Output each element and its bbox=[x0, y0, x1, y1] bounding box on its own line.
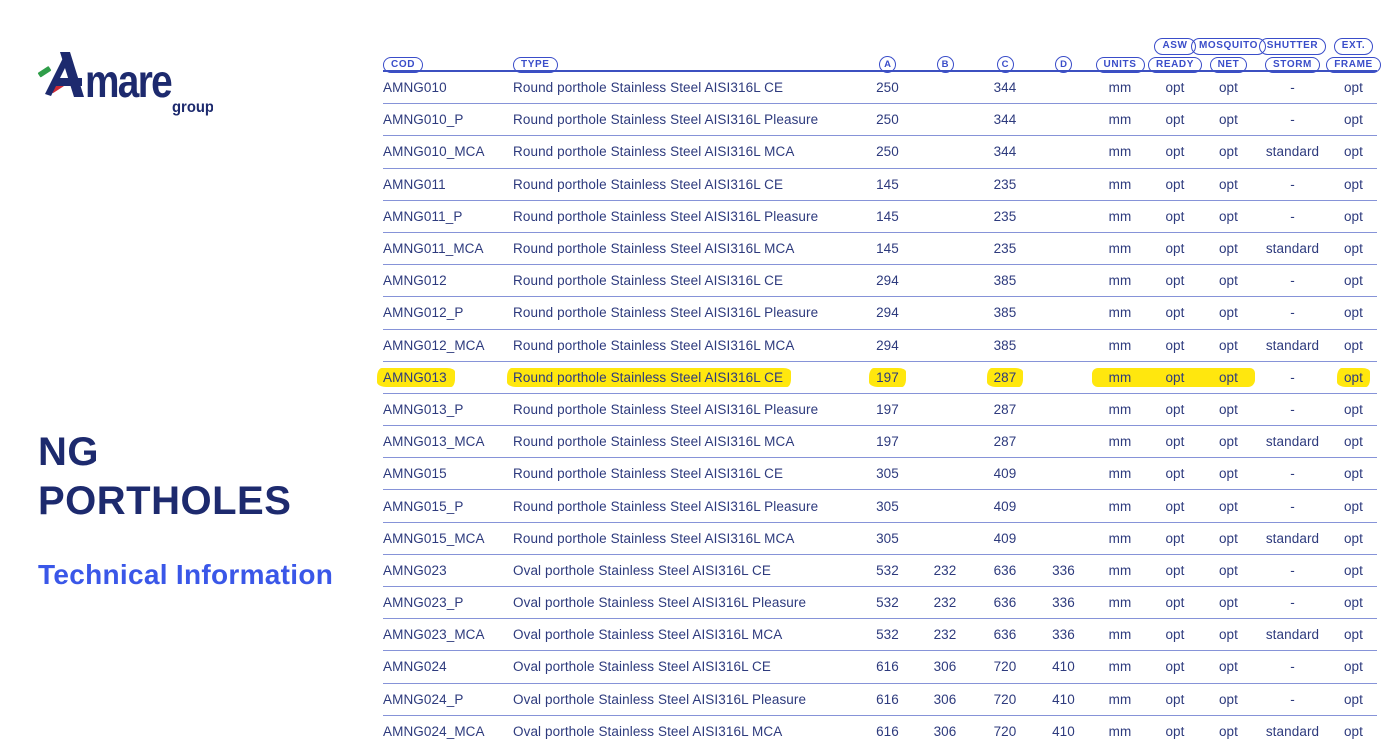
mosquito-badge: MOSQUITO bbox=[1191, 38, 1266, 55]
cell-b bbox=[915, 265, 975, 296]
cell-units: mm bbox=[1092, 362, 1148, 393]
column-header-b bbox=[915, 56, 975, 73]
cell-mosquito: opt bbox=[1218, 144, 1239, 160]
column-header-shutter-storm bbox=[1255, 38, 1330, 73]
cell-cod: AMNG012_P bbox=[383, 305, 464, 321]
cell-shutter: standard bbox=[1265, 337, 1320, 353]
cell-ext: opt bbox=[1343, 434, 1364, 450]
cell-a: 616 bbox=[876, 659, 899, 675]
cell-b bbox=[915, 330, 975, 361]
cell-mosquito: opt bbox=[1218, 80, 1239, 96]
cell-cod: AMNG015 bbox=[383, 466, 447, 482]
cell-cod: AMNG013_MCA bbox=[383, 434, 485, 450]
cell-type: Round porthole Stainless Steel AISI316L CE bbox=[513, 273, 784, 289]
cell-asw: opt bbox=[1165, 498, 1185, 514]
type-badge: TYPE bbox=[513, 57, 558, 74]
cell-ext: opt bbox=[1343, 112, 1364, 128]
cell-mosquito: opt bbox=[1218, 337, 1239, 353]
storm-badge: STORM bbox=[1265, 57, 1320, 74]
table-body bbox=[383, 72, 1377, 748]
cell-c: 409 bbox=[993, 466, 1017, 482]
cell-asw: opt bbox=[1165, 273, 1185, 289]
table-row bbox=[383, 490, 1377, 522]
cell-ext: opt bbox=[1343, 691, 1364, 707]
page-title-line2: PORTHOLES bbox=[38, 479, 292, 523]
cell-asw: opt bbox=[1148, 362, 1202, 393]
page-subtitle: Technical Information bbox=[38, 559, 334, 590]
column-header-type bbox=[513, 57, 860, 74]
cell-mosquito: opt bbox=[1218, 305, 1239, 321]
portholes-spec-table bbox=[383, 38, 1377, 748]
table-row bbox=[383, 104, 1377, 136]
cell-a: 532 bbox=[876, 627, 899, 643]
cell-type: Oval porthole Stainless Steel AISI316L CE bbox=[513, 562, 771, 578]
cell-b: 232 bbox=[933, 595, 957, 611]
cell-b: 306 bbox=[933, 691, 957, 707]
cell-d bbox=[1035, 104, 1092, 135]
cell-mosquito: opt bbox=[1218, 659, 1239, 675]
table-row bbox=[383, 458, 1377, 490]
table-header-row bbox=[383, 38, 1377, 72]
cell-units: mm bbox=[1108, 337, 1132, 353]
table-row bbox=[383, 201, 1377, 233]
cell-cod: AMNG015_P bbox=[383, 498, 464, 514]
cell-asw: opt bbox=[1165, 627, 1185, 643]
cell-shutter: - bbox=[1290, 562, 1295, 578]
cell-asw: opt bbox=[1165, 724, 1185, 740]
table-row bbox=[383, 426, 1377, 458]
cell-a: 616 bbox=[876, 691, 899, 707]
cell-ext: opt bbox=[1343, 595, 1364, 611]
cell-mosquito: opt bbox=[1202, 362, 1255, 393]
cell-b: 306 bbox=[933, 724, 957, 740]
ready-badge: READY bbox=[1148, 57, 1202, 74]
cell-b bbox=[915, 394, 975, 425]
table-row bbox=[383, 233, 1377, 265]
cell-c: 636 bbox=[993, 562, 1017, 578]
cell-d bbox=[1035, 426, 1092, 457]
cell-units: mm bbox=[1108, 401, 1132, 417]
cell-asw: opt bbox=[1165, 401, 1185, 417]
cell-cod: AMNG010_MCA bbox=[383, 144, 485, 160]
cell-units: mm bbox=[1108, 112, 1132, 128]
cell-c: 409 bbox=[993, 498, 1017, 514]
cell-mosquito: opt bbox=[1218, 208, 1239, 224]
cell-b bbox=[915, 104, 975, 135]
cell-mosquito: opt bbox=[1218, 112, 1239, 128]
cell-c: 344 bbox=[993, 112, 1017, 128]
cell-b: 306 bbox=[933, 659, 957, 675]
cell-ext: opt bbox=[1343, 530, 1364, 546]
cell-units: mm bbox=[1108, 208, 1132, 224]
cell-shutter: standard bbox=[1265, 241, 1320, 257]
cell-d bbox=[1035, 490, 1092, 521]
cell-units: mm bbox=[1108, 724, 1132, 740]
cell-c: 344 bbox=[993, 144, 1017, 160]
cell-a: 197 bbox=[860, 362, 915, 393]
cell-mosquito: opt bbox=[1218, 562, 1239, 578]
cell-cod: AMNG023_MCA bbox=[383, 627, 485, 643]
cell-b bbox=[915, 458, 975, 489]
cell-shutter: - bbox=[1290, 369, 1295, 385]
cell-ext: opt bbox=[1343, 724, 1364, 740]
cell-mosquito: opt bbox=[1218, 241, 1239, 257]
cell-type: Oval porthole Stainless Steel AISI316L MCA bbox=[513, 724, 783, 740]
amare-logo-graphic bbox=[33, 48, 213, 120]
cell-mosquito: opt bbox=[1218, 530, 1239, 546]
table-row bbox=[383, 136, 1377, 168]
cell-d bbox=[1035, 523, 1092, 554]
cell-d bbox=[1035, 362, 1092, 393]
cell-shutter: standard bbox=[1265, 627, 1320, 643]
cell-asw: opt bbox=[1165, 208, 1185, 224]
cell-d bbox=[1035, 330, 1092, 361]
cell-type: Round porthole Stainless Steel AISI316L MCA bbox=[513, 434, 795, 450]
cell-b bbox=[915, 233, 975, 264]
cell-units: mm bbox=[1108, 627, 1132, 643]
cell-units: mm bbox=[1108, 241, 1132, 257]
cell-mosquito: opt bbox=[1218, 176, 1239, 192]
table-row bbox=[383, 523, 1377, 555]
cell-d: 410 bbox=[1052, 691, 1075, 707]
cell-units: mm bbox=[1108, 562, 1132, 578]
b-badge: B bbox=[937, 56, 954, 73]
cell-c: 720 bbox=[993, 659, 1017, 675]
cell-ext: opt bbox=[1343, 337, 1364, 353]
cell-b bbox=[915, 523, 975, 554]
table-row bbox=[383, 651, 1377, 683]
cell-ext: opt bbox=[1343, 273, 1364, 289]
cell-cod: AMNG023_P bbox=[383, 595, 464, 611]
cell-c: 287 bbox=[993, 401, 1017, 417]
cell-a: 145 bbox=[876, 176, 899, 192]
cell-a: 250 bbox=[876, 80, 899, 96]
cell-ext: opt bbox=[1343, 144, 1364, 160]
cell-a: 305 bbox=[876, 530, 899, 546]
cell-mosquito: opt bbox=[1218, 273, 1239, 289]
cell-shutter: - bbox=[1290, 466, 1295, 482]
cell-shutter: standard bbox=[1265, 434, 1320, 450]
cell-units: mm bbox=[1108, 434, 1132, 450]
cell-type: Oval porthole Stainless Steel AISI316L MCA bbox=[513, 627, 783, 643]
cell-units: mm bbox=[1108, 498, 1132, 514]
cell-type: Round porthole Stainless Steel AISI316L Pleasure bbox=[513, 208, 819, 224]
cell-c: 344 bbox=[993, 80, 1017, 96]
cell-shutter: standard bbox=[1265, 144, 1320, 160]
cell-c: 385 bbox=[993, 305, 1017, 321]
cell-units: mm bbox=[1108, 595, 1132, 611]
cell-units: mm bbox=[1108, 144, 1132, 160]
cell-d: 336 bbox=[1052, 562, 1075, 578]
cell-cod: AMNG011_MCA bbox=[383, 241, 484, 257]
cell-ext: opt bbox=[1343, 401, 1364, 417]
cell-cod: AMNG010_P bbox=[383, 112, 464, 128]
cell-c: 287 bbox=[975, 362, 1035, 393]
column-header-c bbox=[975, 56, 1035, 73]
cell-d bbox=[1035, 136, 1092, 167]
cell-b bbox=[915, 136, 975, 167]
cell-units: mm bbox=[1108, 176, 1132, 192]
cell-type: Round porthole Stainless Steel AISI316L CE bbox=[513, 466, 784, 482]
cell-mosquito: opt bbox=[1218, 466, 1239, 482]
logo-a-crossbar bbox=[55, 78, 82, 86]
a-badge: A bbox=[879, 56, 896, 73]
cell-c: 385 bbox=[993, 273, 1017, 289]
cell-d bbox=[1035, 72, 1092, 103]
ext-badge: EXT. bbox=[1334, 38, 1374, 55]
cell-b bbox=[915, 362, 975, 393]
cell-shutter: standard bbox=[1265, 724, 1320, 740]
cell-b bbox=[915, 297, 975, 328]
cell-mosquito: opt bbox=[1218, 595, 1239, 611]
cell-cod: AMNG010 bbox=[383, 80, 447, 96]
cell-type: Round porthole Stainless Steel AISI316L CE bbox=[513, 362, 860, 393]
table-row bbox=[383, 587, 1377, 619]
cell-units: mm bbox=[1108, 273, 1132, 289]
column-header-cod bbox=[383, 57, 513, 74]
cell-a: 145 bbox=[876, 241, 899, 257]
cell-ext: opt bbox=[1343, 659, 1364, 675]
asw-badge: ASW bbox=[1154, 38, 1195, 55]
cell-a: 250 bbox=[876, 112, 899, 128]
logo-text-mare: mare bbox=[85, 55, 173, 107]
cell-shutter: standard bbox=[1265, 530, 1320, 546]
cell-d: 336 bbox=[1052, 627, 1075, 643]
table-row bbox=[383, 72, 1377, 104]
cell-cod: AMNG024_P bbox=[383, 691, 464, 707]
cell-d bbox=[1035, 265, 1092, 296]
cell-ext: opt bbox=[1343, 627, 1364, 643]
cell-shutter: - bbox=[1290, 498, 1295, 514]
cell-ext: opt bbox=[1343, 562, 1364, 578]
cell-asw: opt bbox=[1165, 337, 1185, 353]
cell-c: 720 bbox=[993, 691, 1017, 707]
cell-d bbox=[1035, 394, 1092, 425]
cell-asw: opt bbox=[1165, 80, 1185, 96]
cell-units: mm bbox=[1108, 659, 1132, 675]
cell-d: 336 bbox=[1052, 595, 1075, 611]
cell-units: mm bbox=[1108, 691, 1132, 707]
cell-a: 197 bbox=[876, 401, 899, 417]
cell-shutter: - bbox=[1290, 112, 1295, 128]
cell-c: 235 bbox=[993, 208, 1017, 224]
cell-b bbox=[915, 72, 975, 103]
cell-type: Round porthole Stainless Steel AISI316L MCA bbox=[513, 241, 795, 257]
cell-d bbox=[1035, 297, 1092, 328]
cell-asw: opt bbox=[1165, 434, 1185, 450]
logo-green-tick bbox=[38, 66, 52, 78]
cell-ext: opt bbox=[1343, 305, 1364, 321]
column-header-ext-frame bbox=[1330, 38, 1377, 73]
cell-ext: opt bbox=[1343, 466, 1364, 482]
column-header-mosquito-net bbox=[1198, 38, 1259, 73]
cell-mosquito: opt bbox=[1218, 401, 1239, 417]
cell-ext: opt bbox=[1343, 241, 1364, 257]
cell-type: Round porthole Stainless Steel AISI316L MCA bbox=[513, 530, 795, 546]
cell-d: 410 bbox=[1052, 724, 1075, 740]
cell-type: Oval porthole Stainless Steel AISI316L Pleasure bbox=[513, 595, 807, 611]
cell-type: Round porthole Stainless Steel AISI316L Pleasure bbox=[513, 112, 819, 128]
cell-units: mm bbox=[1108, 530, 1132, 546]
cell-type: Round porthole Stainless Steel AISI316L Pleasure bbox=[513, 401, 819, 417]
amare-group-logo bbox=[33, 48, 213, 120]
d-badge: D bbox=[1055, 56, 1072, 73]
cell-b bbox=[915, 490, 975, 521]
cell-d bbox=[1035, 169, 1092, 200]
cell-shutter: - bbox=[1290, 401, 1295, 417]
cell-asw: opt bbox=[1165, 691, 1185, 707]
cell-mosquito: opt bbox=[1218, 498, 1239, 514]
table-row bbox=[383, 265, 1377, 297]
cell-c: 409 bbox=[993, 530, 1017, 546]
cell-ext: opt bbox=[1330, 362, 1377, 393]
cell-cod: AMNG011_P bbox=[383, 208, 463, 224]
cell-ext: opt bbox=[1343, 80, 1364, 96]
cell-cod: AMNG013_P bbox=[383, 401, 464, 417]
cell-b bbox=[915, 426, 975, 457]
cell-b: 232 bbox=[933, 627, 957, 643]
cell-a: 305 bbox=[876, 466, 899, 482]
cell-shutter: - bbox=[1290, 691, 1295, 707]
table-row bbox=[383, 716, 1377, 748]
cell-mosquito: opt bbox=[1218, 434, 1239, 450]
frame-badge: FRAME bbox=[1326, 57, 1381, 74]
cell-cod: AMNG011 bbox=[383, 176, 446, 192]
cell-c: 235 bbox=[993, 176, 1017, 192]
net-badge: NET bbox=[1210, 57, 1248, 74]
page-title-line1: NG bbox=[38, 430, 99, 474]
cell-shutter: - bbox=[1290, 176, 1295, 192]
cell-ext: opt bbox=[1343, 498, 1364, 514]
page-title bbox=[38, 428, 291, 526]
cell-asw: opt bbox=[1165, 305, 1185, 321]
cell-a: 305 bbox=[876, 498, 899, 514]
cell-type: Oval porthole Stainless Steel AISI316L CE bbox=[513, 659, 771, 675]
cell-c: 287 bbox=[993, 434, 1017, 450]
cell-cod: AMNG012 bbox=[383, 273, 447, 289]
cell-c: 385 bbox=[993, 337, 1017, 353]
logo-text-group: group bbox=[172, 99, 213, 116]
column-header-d bbox=[1035, 56, 1092, 73]
table-row bbox=[383, 394, 1377, 426]
cell-asw: opt bbox=[1165, 144, 1185, 160]
cell-asw: opt bbox=[1165, 241, 1185, 257]
c-badge: C bbox=[997, 56, 1014, 73]
table-row bbox=[383, 684, 1377, 716]
cell-a: 250 bbox=[876, 144, 899, 160]
cell-units: mm bbox=[1108, 305, 1132, 321]
cell-type: Round porthole Stainless Steel AISI316L MCA bbox=[513, 337, 795, 353]
cell-a: 616 bbox=[876, 724, 899, 740]
cell-d: 410 bbox=[1052, 659, 1075, 675]
cell-type: Round porthole Stainless Steel AISI316L Pleasure bbox=[513, 305, 819, 321]
cell-ext: opt bbox=[1343, 176, 1364, 192]
cell-shutter: - bbox=[1290, 305, 1295, 321]
cell-mosquito: opt bbox=[1218, 691, 1239, 707]
cell-cod: AMNG013 bbox=[383, 362, 513, 393]
units-badge: UNITS bbox=[1096, 57, 1145, 74]
cell-ext: opt bbox=[1343, 208, 1364, 224]
shutter-badge: SHUTTER bbox=[1259, 38, 1326, 55]
cell-shutter: - bbox=[1290, 595, 1295, 611]
cell-d bbox=[1035, 201, 1092, 232]
cell-shutter: - bbox=[1290, 273, 1295, 289]
cell-d bbox=[1035, 233, 1092, 264]
cell-asw: opt bbox=[1165, 176, 1185, 192]
cell-shutter: - bbox=[1290, 80, 1295, 96]
cell-cod: AMNG012_MCA bbox=[383, 337, 485, 353]
column-header-units bbox=[1092, 57, 1148, 74]
cell-b bbox=[915, 169, 975, 200]
table-row bbox=[383, 555, 1377, 587]
table-row bbox=[383, 619, 1377, 651]
cell-a: 532 bbox=[876, 562, 899, 578]
column-header-a bbox=[860, 56, 915, 73]
cell-asw: opt bbox=[1165, 530, 1185, 546]
cell-c: 235 bbox=[993, 241, 1017, 257]
cell-mosquito: opt bbox=[1218, 627, 1239, 643]
cell-shutter: - bbox=[1290, 659, 1295, 675]
cell-cod: AMNG023 bbox=[383, 562, 447, 578]
cell-units: mm bbox=[1108, 466, 1132, 482]
cell-asw: opt bbox=[1165, 112, 1185, 128]
cell-cod: AMNG024_MCA bbox=[383, 724, 485, 740]
cell-cod: AMNG015_MCA bbox=[383, 530, 485, 546]
logo-a-stroke bbox=[60, 52, 84, 97]
cell-shutter: - bbox=[1290, 208, 1295, 224]
table-row bbox=[383, 330, 1377, 362]
cell-a: 294 bbox=[876, 273, 899, 289]
cell-type: Round porthole Stainless Steel AISI316L CE bbox=[513, 176, 784, 192]
cell-a: 294 bbox=[876, 337, 899, 353]
cell-cod: AMNG024 bbox=[383, 659, 447, 675]
cell-c: 636 bbox=[993, 595, 1017, 611]
cell-asw: opt bbox=[1165, 466, 1185, 482]
cell-mosquito: opt bbox=[1218, 724, 1239, 740]
cell-a: 145 bbox=[876, 208, 899, 224]
cell-asw: opt bbox=[1165, 659, 1185, 675]
cell-type: Oval porthole Stainless Steel AISI316L Pleasure bbox=[513, 691, 807, 707]
cell-asw: opt bbox=[1165, 595, 1185, 611]
cell-a: 197 bbox=[876, 434, 899, 450]
table-row bbox=[383, 169, 1377, 201]
cod-badge: COD bbox=[383, 57, 423, 74]
cell-type: Round porthole Stainless Steel AISI316L CE bbox=[513, 80, 784, 96]
cell-type: Round porthole Stainless Steel AISI316L MCA bbox=[513, 144, 795, 160]
cell-c: 636 bbox=[993, 627, 1017, 643]
cell-a: 294 bbox=[876, 305, 899, 321]
cell-units: mm bbox=[1108, 80, 1132, 96]
cell-b: 232 bbox=[933, 562, 957, 578]
table-row-highlighted bbox=[383, 362, 1377, 394]
cell-type: Round porthole Stainless Steel AISI316L Pleasure bbox=[513, 498, 819, 514]
cell-a: 532 bbox=[876, 595, 899, 611]
cell-b bbox=[915, 201, 975, 232]
cell-d bbox=[1035, 458, 1092, 489]
cell-c: 720 bbox=[993, 724, 1017, 740]
table-row bbox=[383, 297, 1377, 329]
cell-asw: opt bbox=[1165, 562, 1185, 578]
